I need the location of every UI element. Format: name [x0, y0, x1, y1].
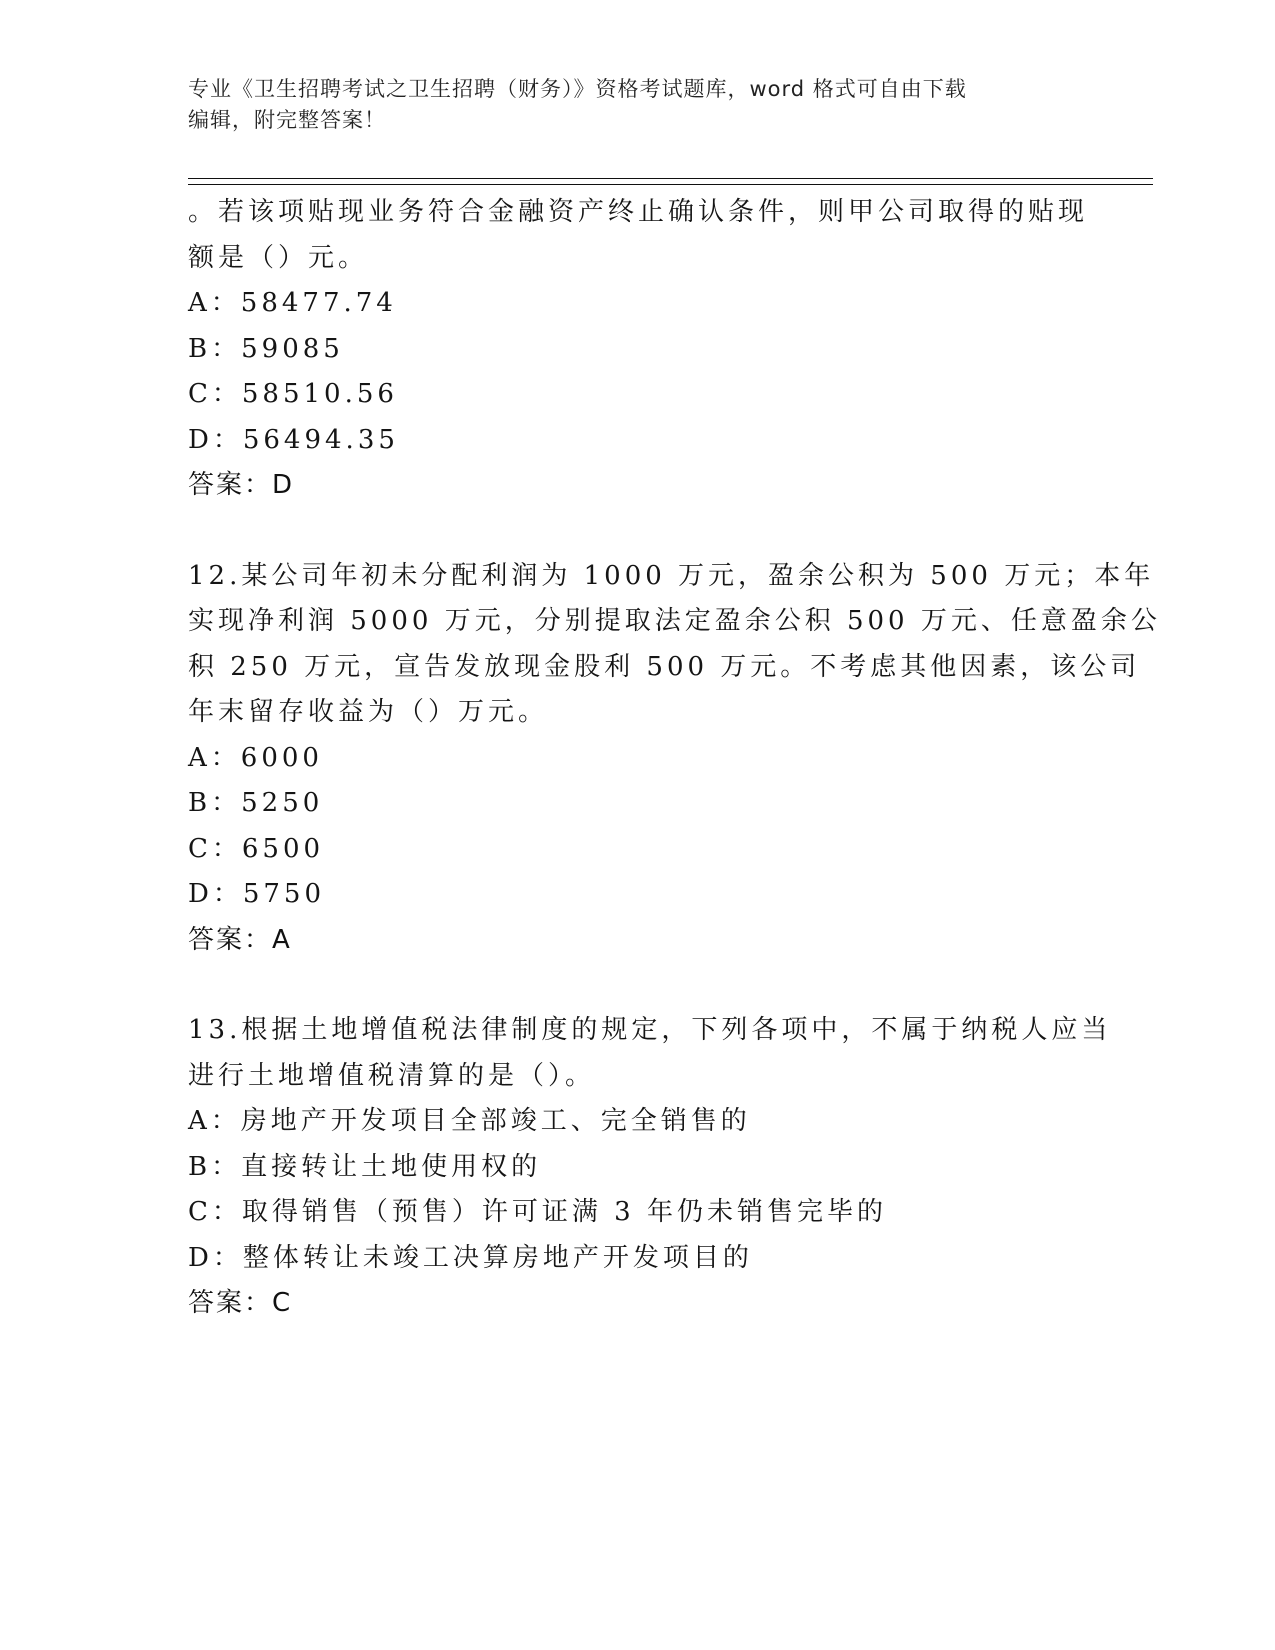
question-stem-line: 额是（）元。: [188, 242, 369, 273]
option-d: D：整体转让未竣工决算房地产开发项目的: [188, 1242, 753, 1273]
answer-line: 答案：D: [188, 470, 295, 500]
question-stem-line: 积 250 万元，宣告发放现金股利 500 万元。不考虑其他因素，该公司: [188, 651, 1141, 682]
option-a: A：58477.74: [188, 288, 397, 318]
question-stem-line: 。若该项贴现业务符合金融资产终止确认条件，则甲公司取得的贴现: [188, 197, 1089, 227]
option-a: A：6000: [188, 742, 323, 773]
question-stem-line: 实现净利润 5000 万元，分别提取法定盈余公积 500 万元、任意盈余公: [188, 606, 1161, 636]
option-b: B：直接转让土地使用权的: [188, 1151, 542, 1182]
document-header: [188, 74, 1088, 136]
option-a: A：房地产开发项目全部竣工、完全销售的: [188, 1106, 751, 1136]
option-c: C：58510.56: [188, 379, 398, 409]
question-stem-line: 13.根据土地增值税法律制度的规定，下列各项中，不属于纳税人应当: [188, 1015, 1112, 1045]
answer-line: 答案：C: [188, 1288, 293, 1318]
question-stem-line: 进行土地增值税清算的是（）。: [188, 1060, 596, 1091]
header-rule-top: [188, 178, 1153, 179]
answer-line: 答案：A: [188, 924, 292, 955]
option-b: B：59085: [188, 333, 344, 364]
question-13: [188, 1008, 1112, 1327]
header-line-2: 编辑，附完整答案！: [188, 108, 386, 132]
question-12: [188, 554, 1161, 964]
option-c: C：6500: [188, 833, 325, 864]
spacer: [188, 509, 1088, 554]
question-stem-line: 年末留存收益为（）万元。: [188, 697, 549, 727]
spacer: [188, 963, 1088, 1008]
option-d: D：5750: [188, 879, 326, 909]
question-stem-line: 12.某公司年初未分配利润为 1000 万元，盈余公积为 500 万元；本年: [188, 560, 1155, 591]
header-line-1: 专业《卫生招聘考试之卫生招聘（财务）》资格考试题库，word 格式可自由下载: [188, 77, 967, 101]
option-d: D：56494.35: [188, 424, 399, 455]
option-c: C：取得销售（预售）许可证满 3 年仍未销售完毕的: [188, 1197, 887, 1227]
option-b: B：5250: [188, 788, 324, 818]
question-list: [188, 190, 1161, 1327]
question-11: [188, 190, 1088, 509]
header-rule-bottom: [188, 184, 1153, 185]
